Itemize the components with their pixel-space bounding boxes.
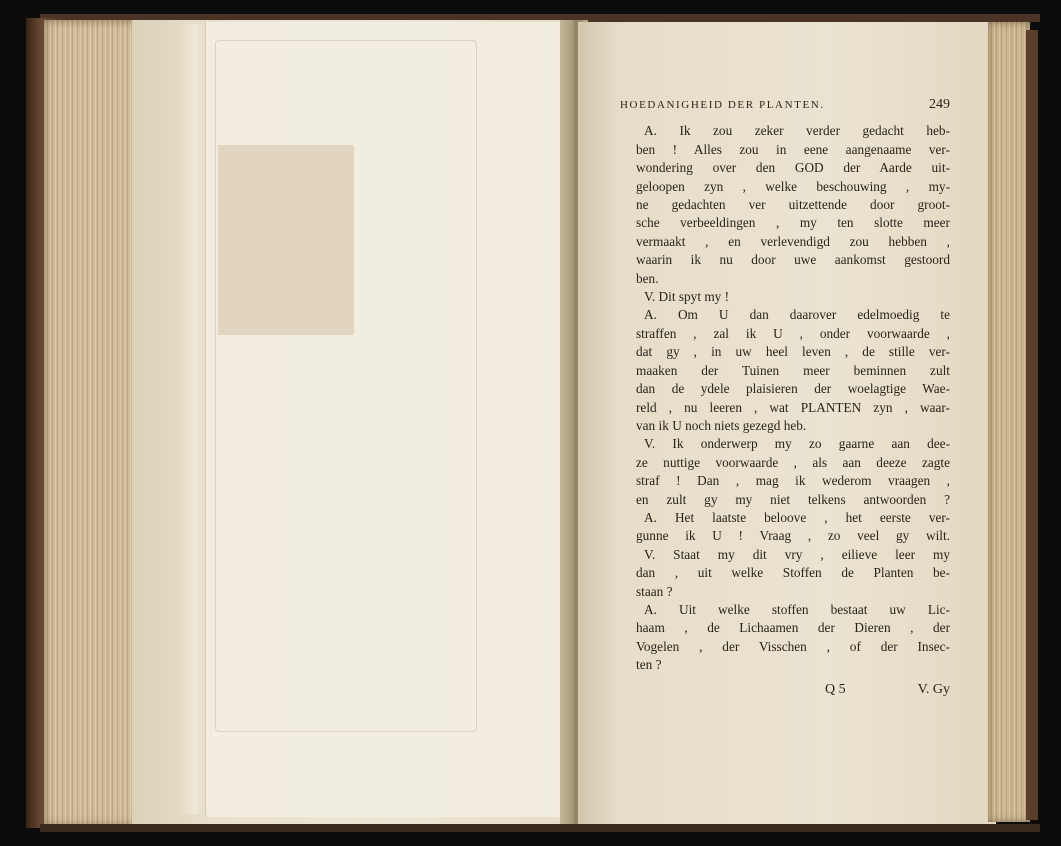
text-line: V. Ik onderwerp my zo gaarne aan dee- xyxy=(644,436,950,452)
text-line: dan , uit welke Stoffen de Planten be- xyxy=(636,565,950,581)
page-edges-right xyxy=(988,22,1030,822)
page-footer xyxy=(636,681,950,699)
text-line: Vogelen , der Visschen , of der Insec- xyxy=(636,638,950,654)
running-head xyxy=(620,96,950,114)
text-line: haam , de Lichaamen der Dieren , der xyxy=(636,620,950,636)
text-line: ten ? xyxy=(636,657,662,673)
text-line: wondering over den GOD der Aarde uit- xyxy=(636,160,950,176)
page-number: 249 xyxy=(929,97,950,112)
text-line: dan de ydele plaisieren der woelagtige Wae- xyxy=(636,381,950,397)
text-line: waarin ik nu door uwe aankomst gestoord xyxy=(636,252,950,268)
text-line: ze nuttige voorwaarde , als aan deeze zagte xyxy=(636,454,950,470)
catchword: V. Gy xyxy=(917,681,950,697)
text-line: gunne ik U ! Vraag , zo veel gy wilt. xyxy=(636,528,950,544)
text-line: ne gedachten ver uitzettende door groot- xyxy=(636,197,950,213)
running-head-title: HOEDANIGHEID DER PLANTEN. xyxy=(620,99,825,111)
text-line: reld , nu leeren , wat PLANTEN zyn , waar- xyxy=(636,399,950,415)
text-line: ben ! Alles zou in eene aangenaame ver- xyxy=(636,141,950,157)
plate-impression xyxy=(215,40,477,732)
text-line: vermaakt , en verlevendigd zou hebben , xyxy=(636,233,950,249)
signature-mark: Q 5 xyxy=(824,681,846,697)
text-line: V. Staat my dit vry , eilieve leer my xyxy=(644,546,950,562)
text-line: ben. xyxy=(636,270,659,286)
text-line: A. Het laatste beloove , het eerste ver- xyxy=(644,509,950,525)
right-page xyxy=(578,22,996,824)
text-line: A. Uit welke stoffen bestaat uw Lic- xyxy=(644,601,950,617)
page-edges-left xyxy=(44,20,144,826)
text-line: straffen , zal ik U , onder voorwaarde , xyxy=(636,325,950,341)
text-line: sche verbeeldingen , my ten slotte meer xyxy=(636,215,950,231)
text-line: dat gy , in uw heel leven , de stille ver- xyxy=(636,344,950,360)
cover-right xyxy=(1026,30,1038,820)
text-line: geloopen zyn , welke beschouwing , my- xyxy=(636,178,950,194)
text-line: A. Ik zou zeker verder gedacht heb- xyxy=(644,123,950,139)
text-line: staan ? xyxy=(636,583,673,599)
text-line: maaken der Tuinen meer beminnen zult xyxy=(636,362,950,378)
cover-bottom-edge xyxy=(40,824,1040,832)
text-line: straf ! Dan , mag ik wederom vraagen , xyxy=(636,473,950,489)
text-line: en zult gy my niet telkens antwoorden ? xyxy=(636,491,950,507)
text-line: van ik U noch niets gezegd heb. xyxy=(636,417,807,433)
text-line: A. Om U dan daarover edelmoedig te xyxy=(644,307,950,323)
body-text xyxy=(636,122,950,674)
text-block xyxy=(620,96,950,699)
text-line: V. Dit spyt my ! xyxy=(644,289,730,305)
